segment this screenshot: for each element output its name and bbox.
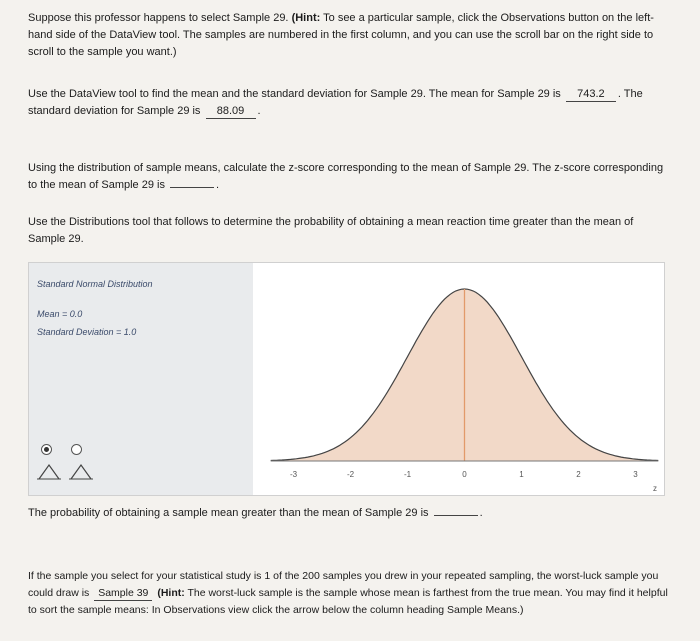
x-tick-label: 2 <box>576 470 581 479</box>
intro-text: Suppose this professor happens to select Sample 29. <box>28 12 289 24</box>
mean-prompt: Use the DataView tool to find the mean and the standard deviation for Sample 29. The mean for Sample 29 is <box>28 88 561 100</box>
tool-icon-group <box>37 461 107 483</box>
z-score-question: Using the distribution of sample means, calculate the z-score corresponding to the mean of Sample 29. The z-score corresponding to the mean of Sample 29 is . <box>28 162 664 191</box>
x-axis-label: z <box>653 484 657 493</box>
mean-sd-question <box>28 86 670 120</box>
prob-prompt: The probability of obtaining a sample mean greater than the mean of Sample 29 is <box>28 507 429 519</box>
prob-answer-field[interactable] <box>434 515 478 516</box>
distribution-mean: Mean = 0.0 <box>37 309 83 319</box>
normal-curve-chart <box>253 263 663 495</box>
x-tick-label: -1 <box>403 470 412 479</box>
sd-answer-field[interactable]: 88.09 <box>206 104 256 119</box>
hint-label: (Hint: <box>291 12 321 24</box>
x-tick-label: -3 <box>289 470 298 479</box>
x-tick-label: 1 <box>519 470 524 479</box>
z-answer-field[interactable] <box>170 187 214 188</box>
distributions-tool <box>28 262 665 496</box>
distribution-tool-instructions <box>28 214 670 248</box>
probability-question: The probability of obtaining a sample mean greater than the mean of Sample 29 is . <box>28 507 483 519</box>
hint-text: To see a particular sample, click the Observations button on the left-hand side of the DataView tool. The samples are numbered in the first column, and you can use the scroll bar on the right side to scroll to the sample you want.) <box>28 12 654 58</box>
normal-curve-icon[interactable] <box>37 465 61 479</box>
period: . <box>257 105 261 117</box>
worst-prompt: If the sample you select for your statistical study is 1 of the 200 samples you drew in your repeated sampling, the worst-luck sample you could draw is <box>28 570 659 599</box>
x-tick-label: -2 <box>346 470 355 479</box>
radio-option-one[interactable] <box>41 444 52 455</box>
worst-sample-field[interactable]: Sample 39 <box>94 586 152 601</box>
tool-sidebar <box>29 263 253 495</box>
distribution-sd: Standard Deviation = 1.0 <box>37 327 137 337</box>
normal-curve-icon[interactable] <box>69 465 93 479</box>
distribution-title: Standard Normal Distribution <box>37 279 153 289</box>
worst-luck-question <box>28 568 670 619</box>
worst-hint-label: (Hint: <box>157 587 185 599</box>
dist-prompt: Use the Distributions tool that follows to determine the probability of obtaining a mean reaction time greater than the mean of Sample 29. <box>28 216 634 245</box>
x-axis-ticks <box>290 470 638 479</box>
mean-answer-field[interactable]: 743.2 <box>566 87 616 102</box>
radio-option-two[interactable] <box>71 444 82 455</box>
worst-hint-text: The worst-luck sample is the sample whose mean is farthest from the true mean. You may find it helpful to sort the sample means: In Observations view click the arrow below the column heading Sample Means.) <box>28 587 668 616</box>
z-prompt: Using the distribution of sample means, calculate the z-score corresponding to the mean of Sample 29. The z-score corresponding to the mean of Sample 29 is <box>28 162 664 191</box>
sd-prompt: . The standard deviation for Sample 29 is <box>28 88 643 117</box>
instructions-paragraph <box>28 10 670 61</box>
x-tick-label: 0 <box>462 470 467 479</box>
x-tick-label: 3 <box>633 470 638 479</box>
